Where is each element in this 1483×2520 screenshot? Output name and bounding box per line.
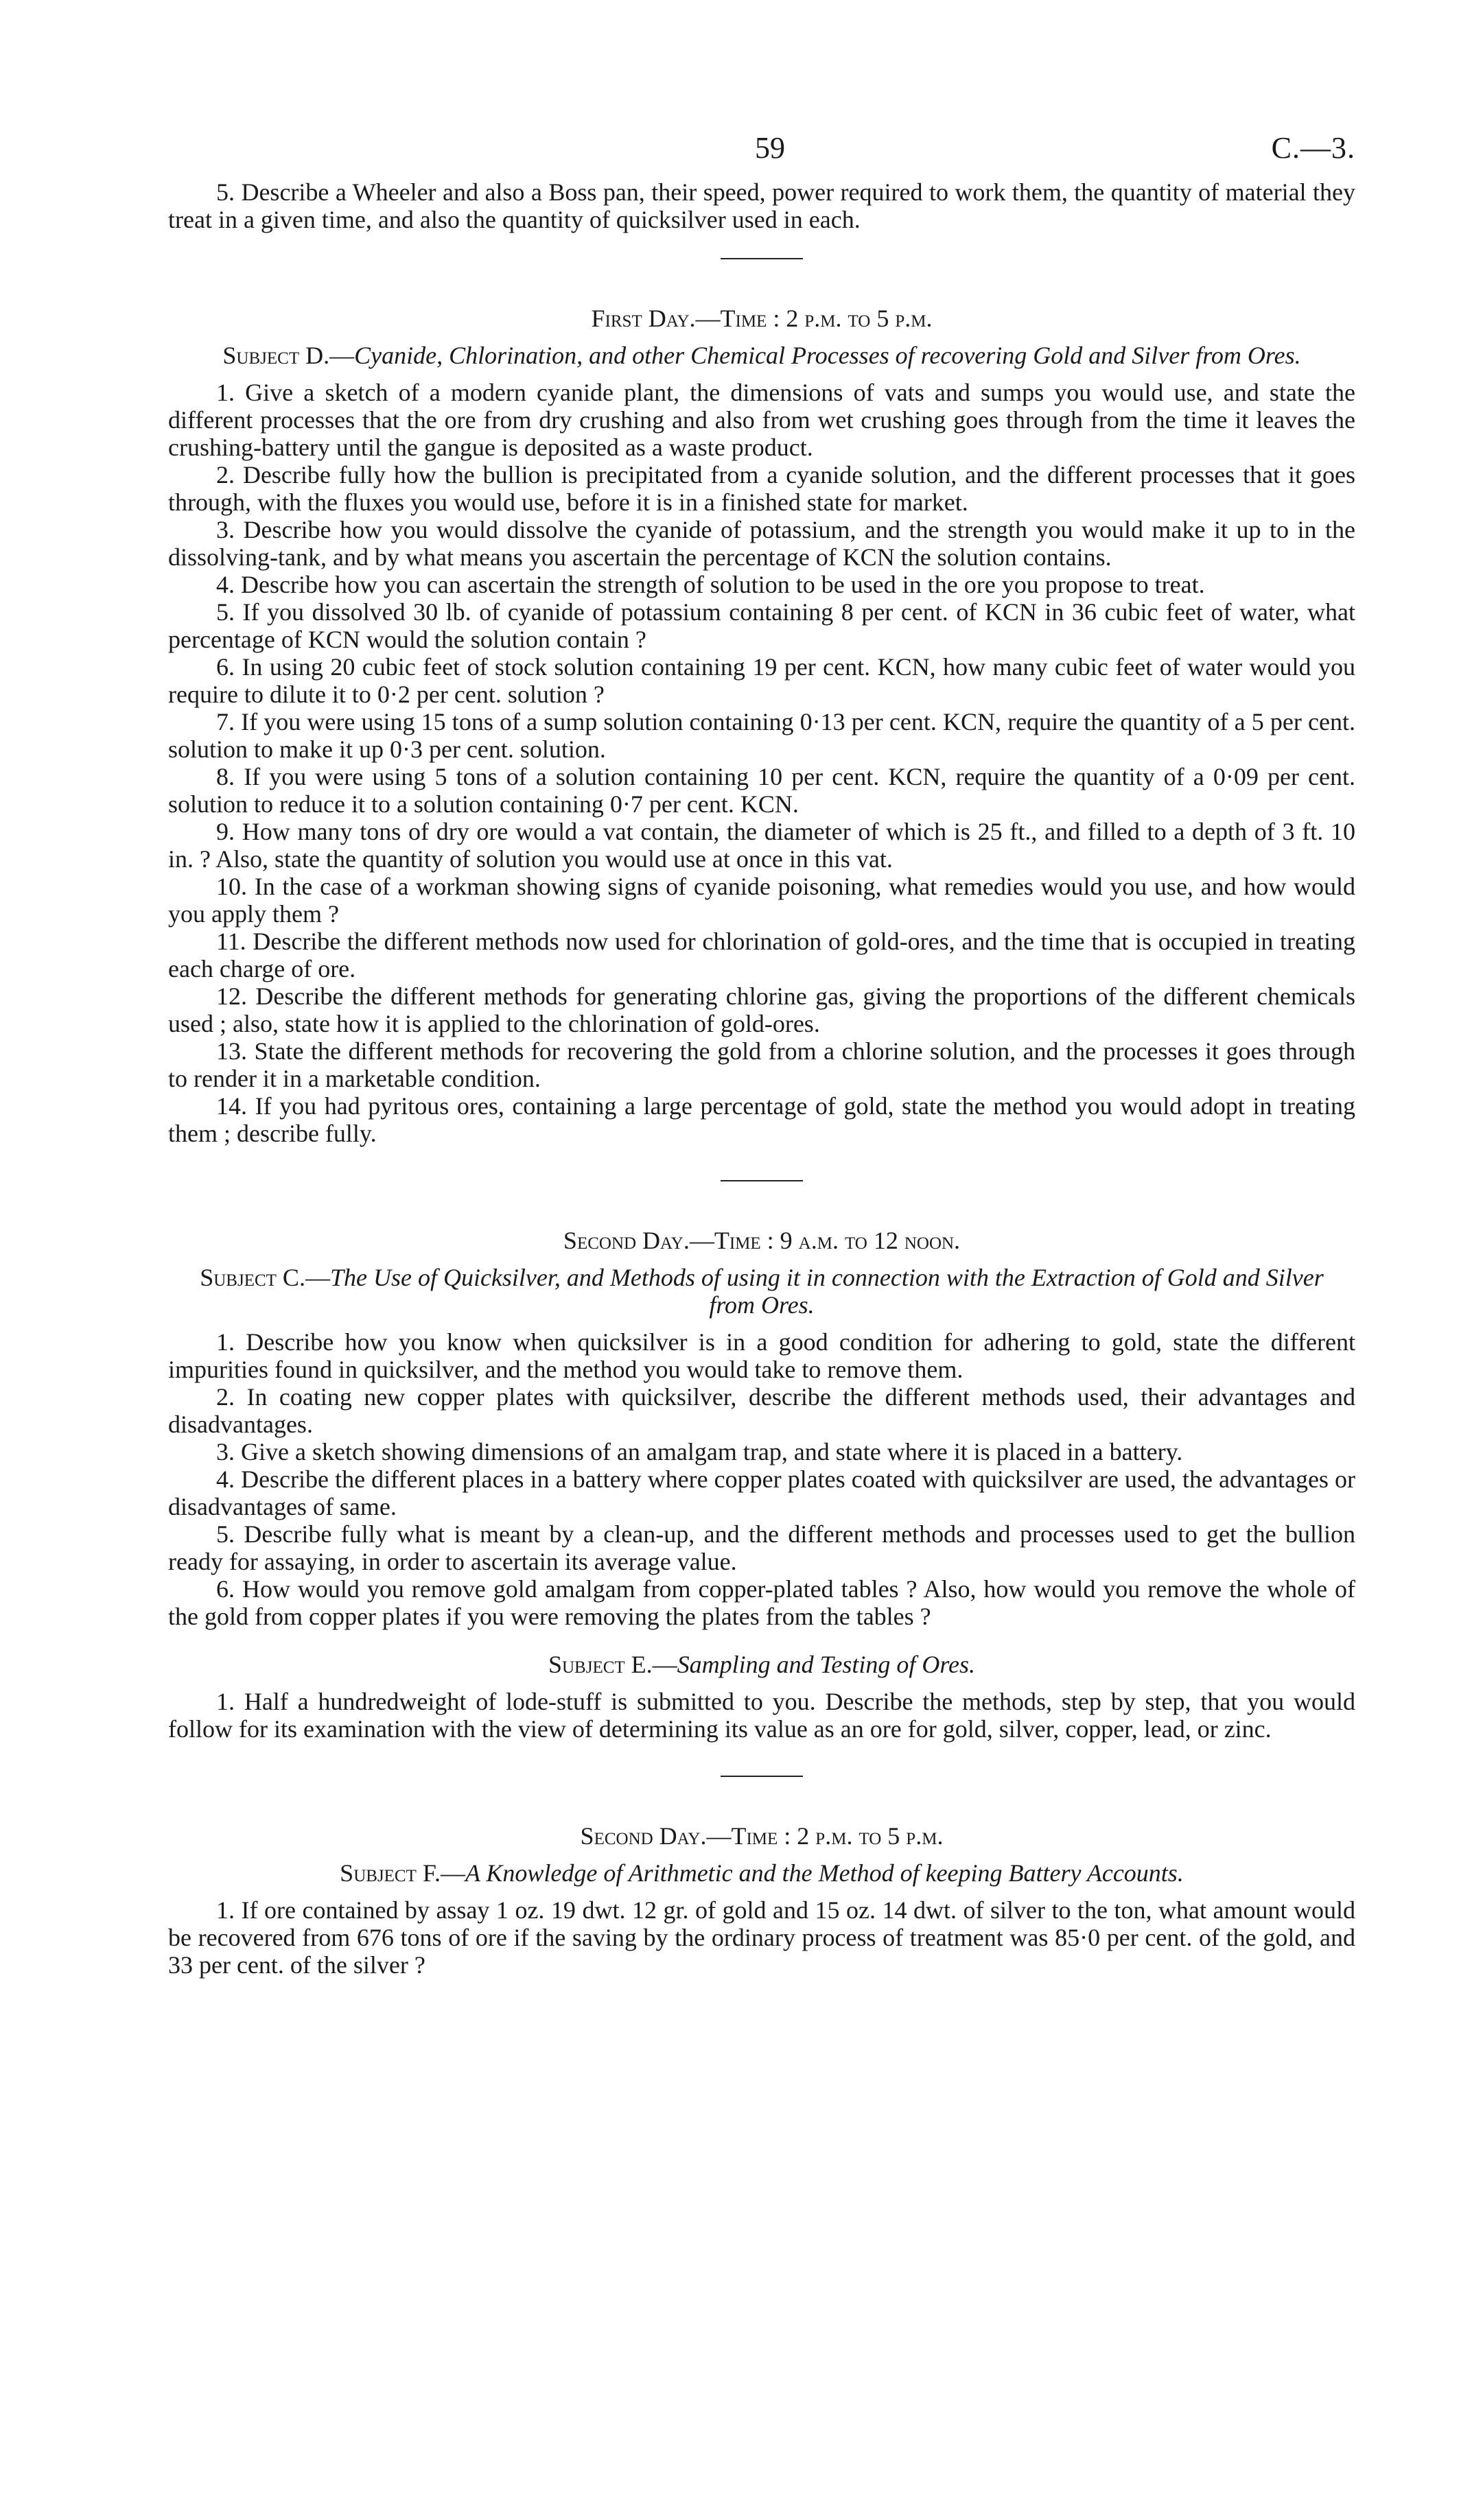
section-d-question-1: 1. Give a sketch of a modern cyanide plant, the dimensions of vats and sumps you would use, and state the different processes that the ore from dry crushing and also from wet crushing goes through from the time it leaves the crushing-battery until the gangue is deposited as a waste product. (168, 379, 1355, 461)
section-d-question-12: 12. Describe the different methods for generating chlorine gas, giving the proportions of the different chemicals used ; also, state how it is applied to the chlorination of gold-ores. (168, 982, 1355, 1037)
section-c-day-heading: Second Day.—Time : 9 a.m. to 12 noon. (563, 1227, 961, 1254)
section-c-subject-title: The Use of Quicksilver, and Methods of using it in connection with the Extraction of Gold and Silver from Ores. (329, 1264, 1324, 1319)
section-c-subject-tag: Subject C.— (200, 1264, 330, 1291)
section-code: C.—3. (1271, 131, 1355, 165)
section-f-day-heading: Second Day.—Time : 2 p.m. to 5 p.m. (580, 1822, 944, 1850)
section-e-question-1: 1. Half a hundredweight of lode-stuff is submitted to you. Describe the methods, step by step, that you would follow for its examination with the view of determining its value as an ore for gold, silver, copper, lead, or zinc. (168, 1688, 1355, 1743)
section-d-subject-tag: Subject D.— (222, 342, 355, 369)
section-d-subject-heading (168, 342, 1355, 369)
section-d-question-4: 4. Describe how you can ascertain the strength of solution to be used in the ore you propose to treat. (216, 571, 1205, 598)
intro-question-5: 5. Describe a Wheeler and also a Boss pan, their speed, power required to work them, the quantity of material they treat in a given time, and also the quantity of quicksilver used in each. (168, 178, 1355, 233)
section-c-question-2: 2. In coating new copper plates with quicksilver, describe the different methods used, their advantages and disadvantages. (168, 1383, 1355, 1438)
section-c-question-4: 4. Describe the different places in a battery where copper plates coated with quicksilver are used, the advantages or disadvantages of same. (168, 1465, 1355, 1520)
section-e-subject-tag: Subject E.— (548, 1651, 677, 1678)
document-page (168, 130, 1355, 1979)
section-c-question-6: 6. How would you remove gold amalgam from copper-plated tables ? Also, how would you remove the whole of the gold from copper plates if you were removing the plates from the tables ? (168, 1575, 1355, 1630)
section-divider (721, 258, 803, 259)
section-divider (721, 1776, 803, 1777)
page-header (168, 130, 1355, 178)
section-d-question-10: 10. In the case of a workman showing signs of cyanide poisoning, what remedies would you use, and how would you apply them ? (168, 873, 1355, 928)
section-c-question-1: 1. Describe how you know when quicksilver is in a good condition for adhering to gold, state the different impurities found in quicksilver, and the method you would take to remove them. (168, 1328, 1355, 1383)
section-f-question-1: 1. If ore contained by assay 1 oz. 19 dwt. 12 gr. of gold and 15 oz. 14 dwt. of silver to the ton, what amount would be recovered from 676 tons of ore if the saving by the ordinary process of treatment was 85·0 per cent. of the gold, and 33 per cent. of the silver ? (168, 1896, 1355, 1979)
section-d-question-11: 11. Describe the different methods now used for chlorination of gold-ores, and the time that is occupied in treating each charge of ore. (168, 928, 1355, 982)
section-f-subject-tag: Subject F.— (340, 1859, 466, 1887)
section-c-question-3: 3. Give a sketch showing dimensions of an amalgam trap, and state where it is placed in a battery. (216, 1438, 1183, 1465)
section-d-question-6: 6. In using 20 cubic feet of stock solution containing 19 per cent. KCN, how many cubic feet of water would you require to dilute it to 0·2 per cent. solution ? (168, 653, 1355, 708)
section-d-question-3: 3. Describe how you would dissolve the cyanide of potassium, and the strength you would make it up to in the dissolving-tank, and by what means you ascertain the percentage of KCN the solution contains. (168, 516, 1355, 571)
section-d-question-7: 7. If you were using 15 tons of a sump solution containing 0·13 per cent. KCN, require the quantity of a 5 per cent. solution to make it up 0·3 per cent. solution. (168, 708, 1355, 763)
section-d-question-9: 9. How many tons of dry ore would a vat contain, the diameter of which is 25 ft., and filled to a depth of 3 ft. 10 in. ? Also, state the quantity of solution you would use at once in this vat. (168, 818, 1355, 873)
section-d-question-14: 14. If you had pyritous ores, containing a large percentage of gold, state the method you would adopt in treating them ; describe fully. (168, 1092, 1355, 1147)
section-d-question-8: 8. If you were using 5 tons of a solution containing 10 per cent. KCN, require the quantity of a 0·09 per cent. solution to reduce it to a solution containing 0·7 per cent. KCN. (168, 763, 1355, 818)
section-c-subject-heading (168, 1264, 1355, 1319)
section-divider (721, 1180, 803, 1181)
section-d-question-13: 13. State the different methods for recovering the gold from a chlorine solution, and the processes it goes through to render it in a marketable condition. (168, 1037, 1355, 1092)
section-d-subject-title: Cyanide, Chlorination, and other Chemical Processes of recovering Gold and Silver from Ores. (354, 342, 1301, 369)
section-d-question-2: 2. Describe fully how the bullion is precipitated from a cyanide solution, and the different processes that it goes through, with the fluxes you would use, before it is in a finished state for market. (168, 461, 1355, 516)
section-f-subject-title: A Knowledge of Arithmetic and the Method of keeping Battery Accounts. (465, 1859, 1184, 1887)
section-c-question-5: 5. Describe fully what is meant by a clean-up, and the different methods and processes used to get the bullion ready for assaying, in order to ascertain its average value. (168, 1520, 1355, 1575)
section-f-subject-heading (168, 1859, 1355, 1887)
section-d-question-5: 5. If you dissolved 30 lb. of cyanide of potassium containing 8 per cent. of KCN in 36 cubic feet of water, what percentage of KCN would the solution contain ? (168, 598, 1355, 653)
page-number: 59 (755, 131, 785, 165)
section-e-subject-heading (168, 1651, 1355, 1678)
section-e-subject-title: Sampling and Testing of Ores. (677, 1651, 976, 1678)
section-d-day-heading: First Day.—Time : 2 p.m. to 5 p.m. (591, 305, 933, 332)
